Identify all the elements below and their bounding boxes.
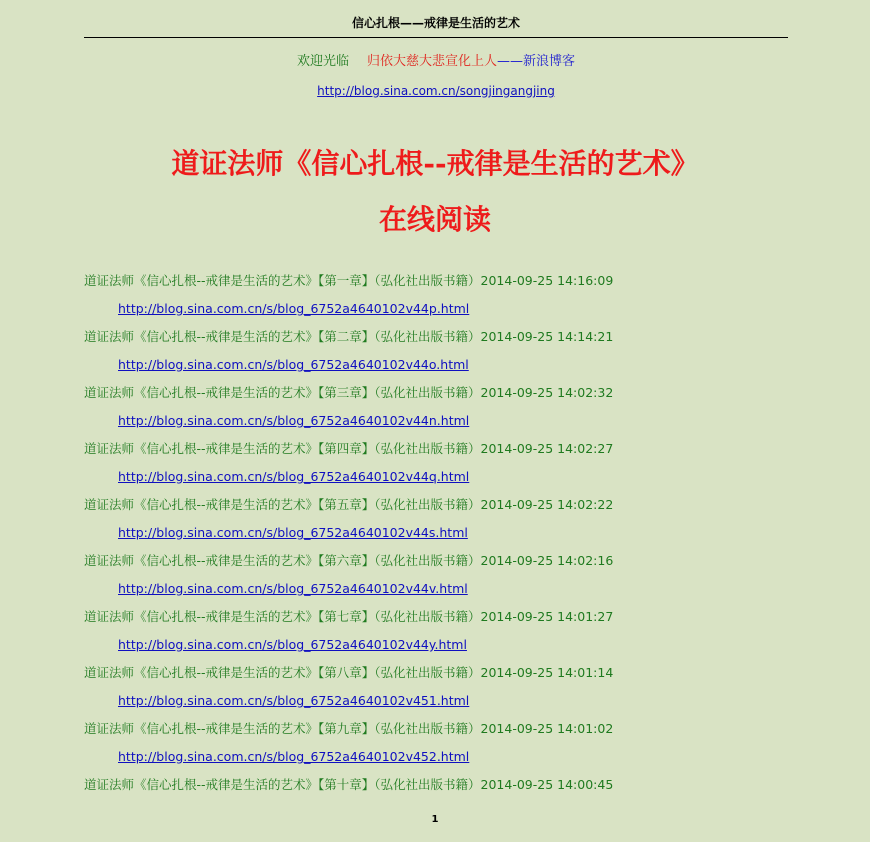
chapter-list: [84, 270, 804, 830]
sub-title: 在线阅读: [378, 203, 491, 236]
chapter-link-row: [84, 460, 804, 494]
chapter-link-row: [84, 404, 804, 438]
chapter-list-item: [84, 494, 804, 550]
chapter-link[interactable]: http://blog.sina.com.cn/s/blog_6752a4640102v44n.html: [118, 413, 470, 428]
page-number: 1: [431, 814, 439, 825]
page-header-title: 信心扎根——戒律是生活的艺术: [351, 16, 520, 30]
chapter-title: 道证法师《信心扎根--戒律是生活的艺术》【第七章】（弘化社出版书籍）2014-09-25 14:01:27: [84, 609, 614, 624]
chapter-link-row: [84, 572, 804, 606]
chapter-list-item: [84, 326, 804, 382]
main-title: 道证法师《信心扎根--戒律是生活的艺术》: [171, 147, 699, 180]
chapter-link[interactable]: http://blog.sina.com.cn/s/blog_6752a4640102v44o.html: [118, 357, 469, 372]
chapter-list-item: [84, 270, 804, 326]
chapter-title: 道证法师《信心扎根--戒律是生活的艺术》【第四章】（弘化社出版书籍）2014-09-25 14:02:27: [84, 441, 614, 456]
chapter-link[interactable]: http://blog.sina.com.cn/s/blog_6752a4640102v44q.html: [118, 469, 470, 484]
chapter-title: 道证法师《信心扎根--戒律是生活的艺术》【第十章】（弘化社出版书籍）2014-09-25 14:00:45: [84, 777, 614, 792]
chapter-title: 道证法师《信心扎根--戒律是生活的艺术》【第二章】（弘化社出版书籍）2014-09-25 14:14:21: [84, 329, 614, 344]
chapter-list-item: [84, 550, 804, 606]
chapter-list-item: [84, 662, 804, 718]
chapter-list-item: [84, 718, 804, 774]
chapter-title: 道证法师《信心扎根--戒律是生活的艺术》【第六章】（弘化社出版书籍）2014-09-25 14:02:16: [84, 553, 614, 568]
chapter-link[interactable]: http://blog.sina.com.cn/s/blog_6752a4640102v451.html: [118, 693, 470, 708]
chapter-link-row: [84, 684, 804, 718]
chapter-link-row: [84, 740, 804, 774]
chapter-link[interactable]: http://blog.sina.com.cn/s/blog_6752a4640102v44s.html: [118, 525, 468, 540]
chapter-title: 道证法师《信心扎根--戒律是生活的艺术》【第八章】（弘化社出版书籍）2014-09-25 14:01:14: [84, 665, 614, 680]
chapter-link[interactable]: http://blog.sina.com.cn/s/blog_6752a4640102v452.html: [118, 749, 470, 764]
chapter-link-row: [84, 292, 804, 326]
welcome-master-name: 归依大慈大悲宣化上人: [366, 54, 497, 69]
chapter-link[interactable]: http://blog.sina.com.cn/s/blog_6752a4640102v44y.html: [118, 637, 467, 652]
chapter-title: 道证法师《信心扎根--戒律是生活的艺术》【第三章】（弘化社出版书籍）2014-09-25 14:02:32: [84, 385, 614, 400]
welcome-line: [84, 52, 788, 72]
chapter-link-row: [84, 516, 804, 550]
chapter-title: 道证法师《信心扎根--戒律是生活的艺术》【第九章】（弘化社出版书籍）2014-09-25 14:01:02: [84, 721, 614, 736]
chapter-link[interactable]: http://blog.sina.com.cn/s/blog_6752a4640102v44p.html: [118, 301, 470, 316]
chapter-link-row: [84, 348, 804, 382]
blog-url-line: [84, 82, 788, 100]
header-divider: [84, 37, 788, 38]
blog-home-link[interactable]: http://blog.sina.com.cn/songjingangjing: [317, 84, 555, 98]
welcome-greeting: 欢迎光临: [296, 54, 349, 69]
chapter-link[interactable]: http://blog.sina.com.cn/s/blog_6752a4640102v44v.html: [118, 581, 468, 596]
chapter-list-item: [84, 382, 804, 438]
welcome-blog-name: ——新浪博客: [497, 54, 576, 69]
chapter-list-item: [84, 438, 804, 494]
chapter-title: 道证法师《信心扎根--戒律是生活的艺术》【第五章】（弘化社出版书籍）2014-09-25 14:02:22: [84, 497, 614, 512]
chapter-list-item: [84, 606, 804, 662]
chapter-link-row: [84, 628, 804, 662]
chapter-title: 道证法师《信心扎根--戒律是生活的艺术》【第一章】（弘化社出版书籍）2014-09-25 14:16:09: [84, 273, 614, 288]
